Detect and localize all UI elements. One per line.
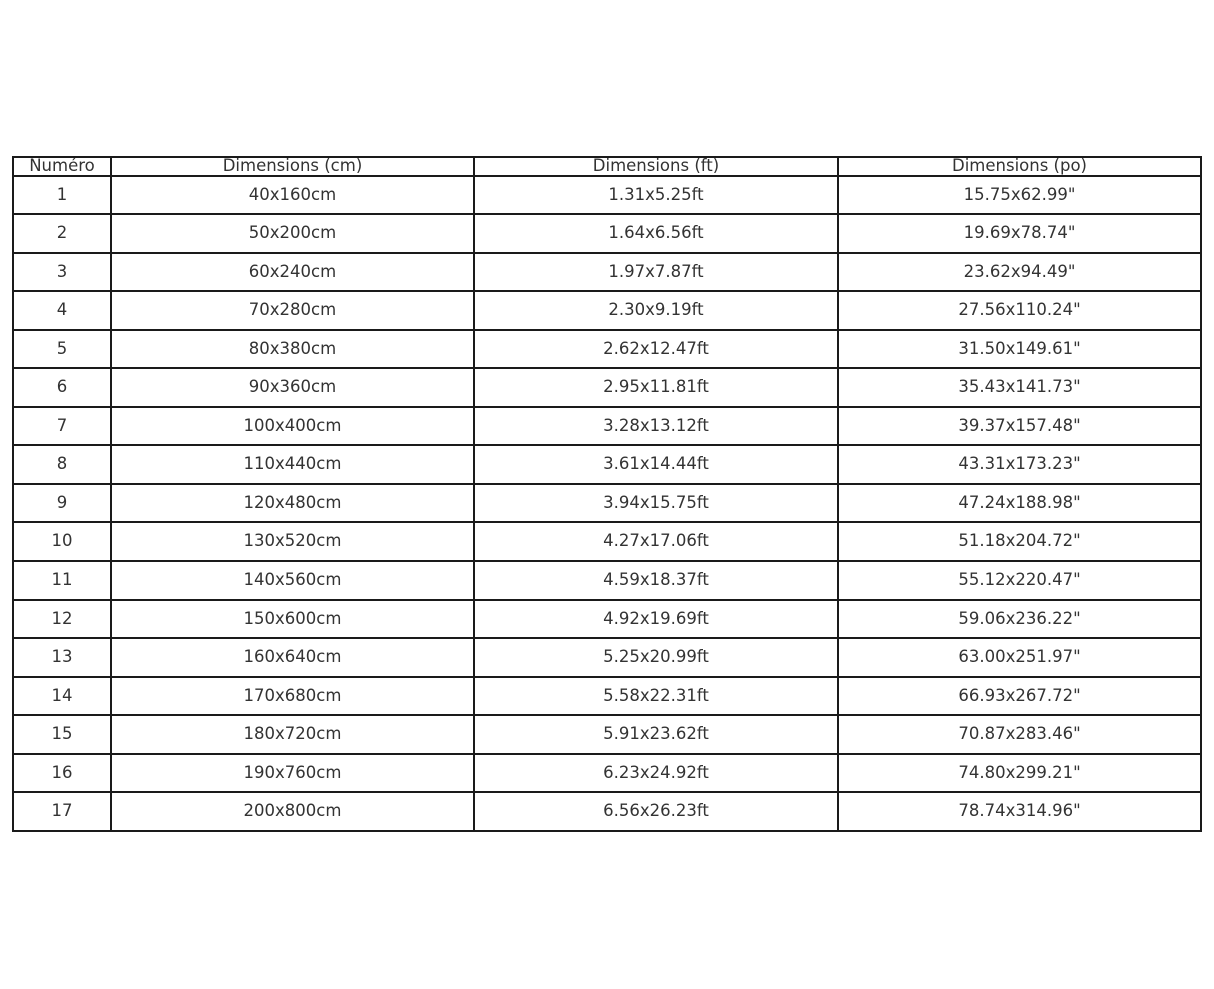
table-cell: 200x800cm (111, 792, 474, 831)
table-cell: 59.06x236.22" (838, 600, 1201, 639)
table-cell: 66.93x267.72" (838, 677, 1201, 716)
table-cell: 4.27x17.06ft (474, 522, 838, 561)
column-header: Dimensions (ft) (474, 157, 838, 176)
table-cell: 78.74x314.96" (838, 792, 1201, 831)
table-row (13, 253, 1201, 292)
table-row (13, 522, 1201, 561)
table-cell: 15.75x62.99" (838, 176, 1201, 215)
table-row (13, 214, 1201, 253)
table-cell: 27.56x110.24" (838, 291, 1201, 330)
table-cell: 11 (13, 561, 111, 600)
table-cell: 140x560cm (111, 561, 474, 600)
column-header: Numéro (13, 157, 111, 176)
table-cell: 150x600cm (111, 600, 474, 639)
table-cell: 74.80x299.21" (838, 754, 1201, 793)
table-cell: 2.62x12.47ft (474, 330, 838, 369)
table-row (13, 407, 1201, 446)
table-cell: 160x640cm (111, 638, 474, 677)
table-row (13, 445, 1201, 484)
table-cell: 7 (13, 407, 111, 446)
table-cell: 6.56x26.23ft (474, 792, 838, 831)
table-cell: 43.31x173.23" (838, 445, 1201, 484)
table-cell: 1.64x6.56ft (474, 214, 838, 253)
table-cell: 47.24x188.98" (838, 484, 1201, 523)
table-cell: 4.92x19.69ft (474, 600, 838, 639)
table-cell: 90x360cm (111, 368, 474, 407)
table-cell: 5 (13, 330, 111, 369)
table-header-row (13, 157, 1201, 176)
table-row (13, 638, 1201, 677)
table-row (13, 484, 1201, 523)
table-cell: 14 (13, 677, 111, 716)
table-cell: 70x280cm (111, 291, 474, 330)
table-cell: 3.61x14.44ft (474, 445, 838, 484)
table-cell: 3.94x15.75ft (474, 484, 838, 523)
table-cell: 16 (13, 754, 111, 793)
table-cell: 190x760cm (111, 754, 474, 793)
table-cell: 9 (13, 484, 111, 523)
table-cell: 35.43x141.73" (838, 368, 1201, 407)
table-cell: 19.69x78.74" (838, 214, 1201, 253)
table-cell: 3 (13, 253, 111, 292)
table-cell: 10 (13, 522, 111, 561)
table-row (13, 176, 1201, 215)
table-cell: 55.12x220.47" (838, 561, 1201, 600)
table-cell: 1.31x5.25ft (474, 176, 838, 215)
table-cell: 6.23x24.92ft (474, 754, 838, 793)
table-cell: 17 (13, 792, 111, 831)
table-cell: 31.50x149.61" (838, 330, 1201, 369)
table-cell: 2.95x11.81ft (474, 368, 838, 407)
table-cell: 60x240cm (111, 253, 474, 292)
table-cell: 63.00x251.97" (838, 638, 1201, 677)
table-cell: 170x680cm (111, 677, 474, 716)
table-cell: 40x160cm (111, 176, 474, 215)
table-cell: 110x440cm (111, 445, 474, 484)
table-row (13, 368, 1201, 407)
table-cell: 15 (13, 715, 111, 754)
table-row (13, 792, 1201, 831)
table-row (13, 677, 1201, 716)
table-cell: 2 (13, 214, 111, 253)
table-cell: 130x520cm (111, 522, 474, 561)
table-cell: 23.62x94.49" (838, 253, 1201, 292)
table-row (13, 715, 1201, 754)
column-header: Dimensions (cm) (111, 157, 474, 176)
table-cell: 12 (13, 600, 111, 639)
table-row (13, 600, 1201, 639)
dimensions-conversion-table (12, 156, 1202, 832)
table-cell: 5.58x22.31ft (474, 677, 838, 716)
table-row (13, 754, 1201, 793)
table-cell: 13 (13, 638, 111, 677)
table-cell: 50x200cm (111, 214, 474, 253)
table-cell: 8 (13, 445, 111, 484)
column-header: Dimensions (po) (838, 157, 1201, 176)
table-cell: 4 (13, 291, 111, 330)
table-cell: 1.97x7.87ft (474, 253, 838, 292)
table-row (13, 561, 1201, 600)
table-cell: 51.18x204.72" (838, 522, 1201, 561)
table-row (13, 330, 1201, 369)
table-cell: 6 (13, 368, 111, 407)
table-cell: 3.28x13.12ft (474, 407, 838, 446)
table-cell: 180x720cm (111, 715, 474, 754)
table-cell: 1 (13, 176, 111, 215)
table-cell: 80x380cm (111, 330, 474, 369)
table-cell: 100x400cm (111, 407, 474, 446)
table-cell: 39.37x157.48" (838, 407, 1201, 446)
table-cell: 2.30x9.19ft (474, 291, 838, 330)
table-cell: 4.59x18.37ft (474, 561, 838, 600)
table-header (13, 157, 1201, 176)
table-cell: 70.87x283.46" (838, 715, 1201, 754)
table-cell: 120x480cm (111, 484, 474, 523)
table-row (13, 291, 1201, 330)
table-body (13, 176, 1201, 832)
table-cell: 5.25x20.99ft (474, 638, 838, 677)
table-cell: 5.91x23.62ft (474, 715, 838, 754)
